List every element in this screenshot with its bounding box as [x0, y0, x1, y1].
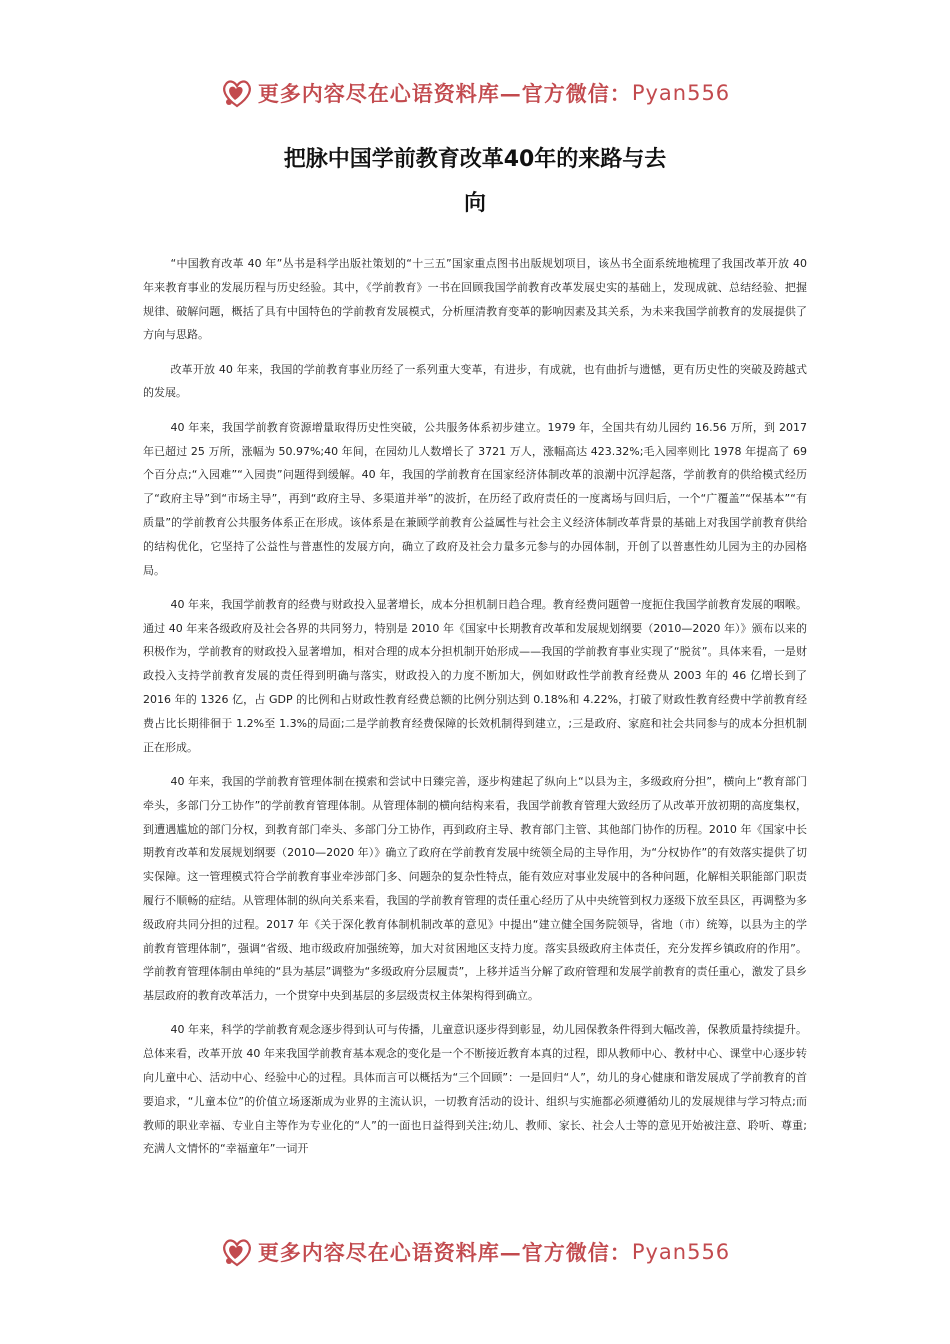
banner-wechat-id: Pyan556: [631, 81, 731, 105]
article-body: [143, 252, 807, 1172]
title-line-2: 向: [463, 191, 486, 216]
page-title: [0, 138, 950, 226]
paragraph-intro: “中国教育改革 40 年”丛书是科学出版社策划的“十三五”国家重点图书出版规划项目，该丛书全面系统地梳理了我国改革开放 40 年来教育事业的发展历程与历史经验。其中，《学前教育》一书在回顾我国学前教育改革发展史实的基础上，发现成就、总结经验、把握规律、破解问题，概括了具有中国特色的学前教育发展模式，分析厘清教育变革的影响因素及其关系，为未来我国学前教育的发展提供了方向与思路。: [143, 257, 807, 342]
paragraph-overview: 改革开放 40 年来，我国的学前教育事业历经了一系列重大变革，有进步，有成就，也有曲折与遗憾，更有历史性的突破及跨越式的发展。: [143, 362, 807, 400]
paragraph-resources: 40 年来，我国学前教育资源增量取得历史性突破，公共服务体系初步建立。1979 年，全国共有幼儿园约 16.56 万所，到 2017 年已超过 25 万所，涨幅为 50.97%;40 年间，在园幼儿人数增长了 3721 万人，涨幅高达 423.32%;毛入园率则比 1978 年提高了 69 个百分点;“入园难”“入园贵”问题得到缓解。40 年，我国的学前教育在国家经济体制改革的浪潮中沉浮起落，学前教育的供给模式经历了“政府主导”到“市场主导”，再到“政府主导、多渠道并举”的波折，在历经了政府责任的一度离场与回归后，一个“广覆盖”“保基本”“有质量”的学前教育公共服务体系正在形成。该体系是在兼顾学前教育公益属性与社会主义经济体制改革背景的基础上对我国学前教育供给的结构优化，它坚持了公益性与普惠性的发展方向，确立了政府及社会力量多元参与的办园体制，开创了以普惠性幼儿园为主的办园格局。: [143, 420, 807, 577]
red-hearts-logo-icon: [220, 1235, 254, 1269]
red-hearts-logo-icon: [220, 76, 254, 110]
title-line-1: 把脉中国学前教育改革40年的来路与去: [283, 147, 667, 172]
bottom-banner: [0, 1230, 950, 1274]
paragraph-concepts: 40 年来，科学的学前教育观念逐步得到认可与传播，儿童意识逐步得到彰显，幼儿园保教条件得到大幅改善，保教质量持续提升。总体来看，改革开放 40 年来我国学前教育基本观念的变化是一个不断接近教育本真的过程，即从教师中心、教材中心、课堂中心逐步转向儿童中心、活动中心、经验中心的过程。具体而言可以概括为“三个回顾”：一是回归“人”，幼儿的身心健康和谐发展成了学前教育的首要追求，“儿童本位”的价值立场逐渐成为业界的主流认识，一切教育活动的设计、组织与实施都必须遵循幼儿的发展规律与学习特点;而教师的职业幸福、专业自主等作为专业化的“人”的一面也日益得到关注;幼儿、教师、家长、社会人士等的意见开始被注意、聆听、尊重;充满人文情怀的“幸福童年”一词开: [143, 1023, 807, 1156]
top-banner: [0, 71, 950, 115]
banner-text: 更多内容尽在心语资料库—官方微信：: [257, 1240, 632, 1265]
banner-text: 更多内容尽在心语资料库—官方微信：: [257, 81, 632, 106]
paragraph-management: 40 年来，我国的学前教育管理体制在摸索和尝试中日臻完善，逐步构建起了纵向上“以县为主，多级政府分担”，横向上“教育部门牵头，多部门分工协作”的学前教育管理体制。从管理体制的横向结构来看，我国学前教育管理大致经历了从改革开放初期的高度集权，到遭遇尴尬的部门分权，到教育部门牵头、多部门分工协作，再到政府主导、教育部门主管、其他部门协作的历程。2010 年《国家中长期教育改革和发展规划纲要（2010—2020 年）》确立了政府在学前教育发展中统领全局的主导作用，为“分权协作”的有效落实提供了切实保障。这一管理模式符合学前教育事业牵涉部门多、问题杂的复杂性特点，能有效应对事业发展中的各种问题，化解相关职能部门职责履行不顺畅的症结。从管理体制的纵向关系来看，我国的学前教育管理的责任重心经历了从中央统管到权力逐级下放至县区，再调整为多级政府共同分担的过程。2017 年《关于深化教育体制机制改革的意见》中提出“建立健全国务院领导，省地（市）统筹，以县为主的学前教育管理体制”，强调“省级、地市级政府加强统筹，加大对贫困地区支持力度。落实县级政府主体责任，充分发挥乡镇政府的作用”。学前教育管理体制由单纯的“县为基层”调整为“多级政府分层履责”，上移并适当分解了政府管理和发展学前教育的责任重心，激发了县乡基层政府的教育改革活力，一个贯穿中央到基层的多层级责权主体架构得到确立。: [143, 774, 807, 1003]
banner-wechat-id: Pyan556: [631, 1240, 731, 1264]
paragraph-funding: 40 年来，我国学前教育的经费与财政投入显著增长，成本分担机制日趋合理。教育经费问题曾一度扼住我国学前教育发展的咽喉。通过 40 年来各级政府及社会各界的共同努力，特别是 2010 年《国家中长期教育改革和发展规划纲要（2010—2020 年）》颁布以来的积极作为，学前教育的财政投入显著增加，相对合理的成本分担机制开始形成——我国的学前教育事业实现了“脱贫”。具体来看，一是财政投入支持学前教育发展的责任得到明确与落实，财政投入的力度不断加大，例如财政性学前教育经费从 2003 年的 46 亿增长到了 2016 年的 1326 亿，占 GDP 的比例和占财政性教育经费总额的比例分别达到 0.18%和 4.22%，打破了财政性教育经费中学前教育经费占比长期徘徊于 1.2%至 1.3%的局面;二是学前教育经费保障的长效机制得到建立，;三是政府、家庭和社会共同参与的成本分担机制正在形成。: [143, 597, 807, 754]
